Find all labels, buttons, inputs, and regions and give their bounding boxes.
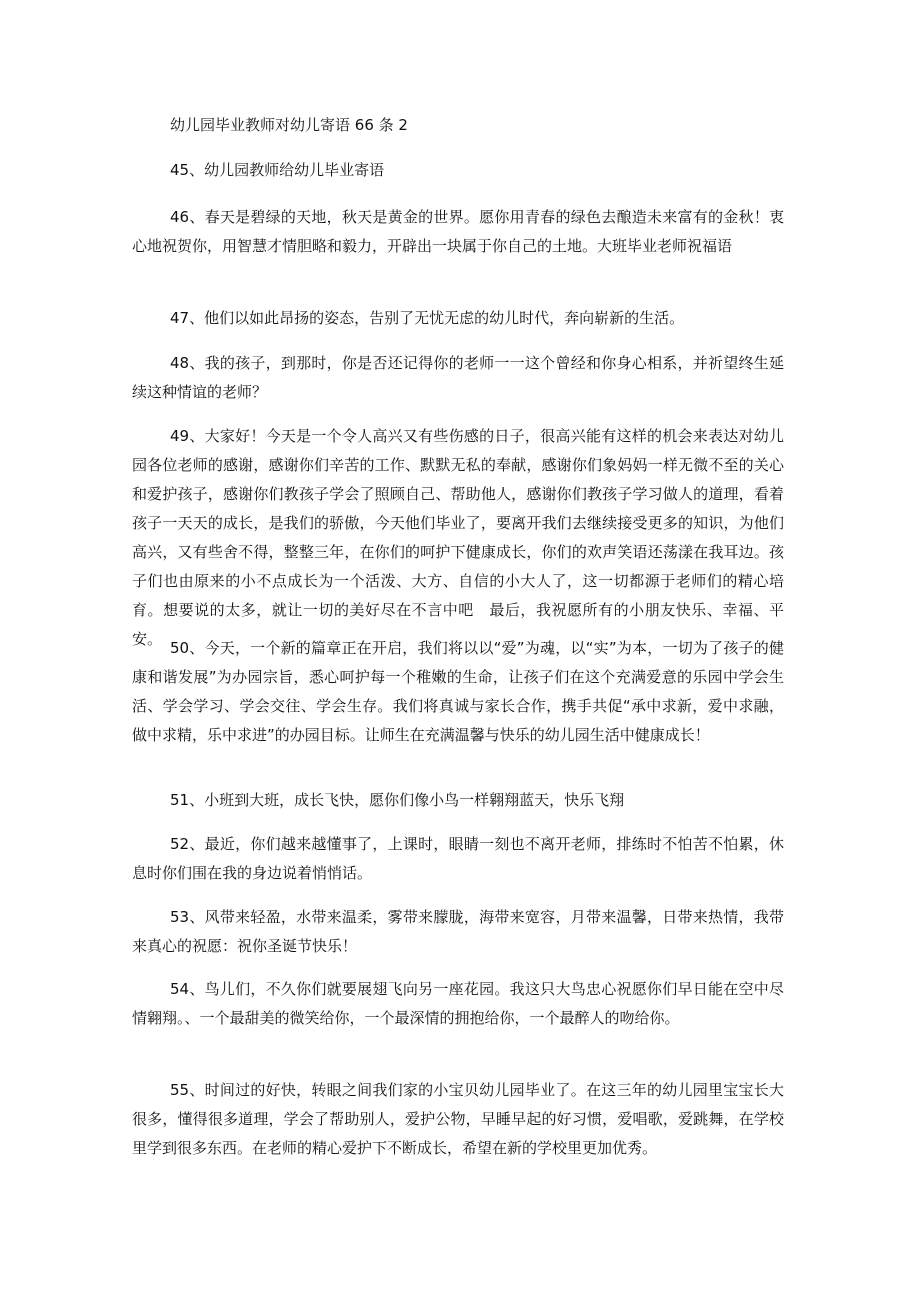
section-heading: 45、幼儿园教师给幼儿毕业寄语 [170,161,385,179]
paragraph-50: 50、今天，一个新的篇章正在开启，我们将以以“爱”为魂，以“实”为本，一切为了孩子的健康和谐发展”为办园宗旨，悉心呵护每一个稚嫩的生命，让孩子们在这个充满爱意的乐园中学会生活、学会学习、学会交往、学会生存。我们将真诚与家长合作，携手共促“承中求新，爱中求融，做中求精，乐中求进”的办园目标。让师生在充满温馨与快乐的幼儿园生活中健康成长！ [132,639,784,744]
paragraph-49: 49、大家好！今天是一个令人高兴又有些伤感的日子，很高兴能有这样的机会来表达对幼儿园各位老师的感谢，感谢你们辛苦的工作、默默无私的奉献，感谢你们象妈妈一样无微不至的关心和爱护孩子，感谢你们教孩子学会了照顾自己、帮助他人，感谢你们教孩子学习做人的道理，看着孩子一天天的成长，是我们的骄傲，今天他们毕业了，要离开我们去继续接受更多的知识，为他们高兴，又有些舍不得，整整三年，在你们的呵护下健康成长，你们的欢声笑语还荡漾在我耳边。孩子们也由原来的小不点成长为一个活泼、大方、自信的小大人了，这一切都源于老师们的精心培育。想要说的太多，就让一切的美好尽在不言中吧 最后，我祝愿所有的小朋友快乐、幸福、平安。 [132,427,784,648]
paragraph-46: 46、春天是碧绿的天地，秋天是黄金的世界。愿你用青春的绿色去酿造未来富有的金秋！衷心地祝贺你，用智慧才情胆略和毅力，开辟出一块属于你自己的土地。大班毕业老师祝福语 [132,208,784,255]
paragraph-52: 52、最近，你们越来越懂事了，上课时，眼睛一刻也不离开老师，排练时不怕苦不怕累，休息时你们围在我的身边说着悄悄话。 [132,835,784,882]
paragraph-48: 48、我的孩子，到那时，你是否还记得你的老师一一这个曾经和你身心相系，并祈望终生延续这种情谊的老师？ [132,354,784,401]
paragraph-54: 54、鸟儿们，不久你们就要展翅飞向另一座花园。我这只大鸟忠心祝愿你们早日能在空中尽情翱翔。、一个最甜美的微笑给你，一个最深情的拥抱给你，一个最醉人的吻给你。 [132,980,784,1027]
document-title: 幼儿园毕业教师对幼儿寄语 66 条 2 [170,116,408,134]
paragraph-53: 53、风带来轻盈，水带来温柔，雾带来朦胧，海带来宽容，月带来温馨，日带来热情，我带来真心的祝愿：祝你圣诞节快乐！ [132,908,784,955]
paragraph-55: 55、时间过的好快，转眼之间我们家的小宝贝幼儿园毕业了。在这三年的幼儿园里宝宝长大很多，懂得很多道理，学会了帮助别人，爱护公物，早睡早起的好习惯，爱唱歌，爱跳舞，在学校里学到很多东西。在老师的精心爱护下不断成长，希望在新的学校里更加优秀。 [132,1081,784,1157]
paragraph-51: 51、小班到大班，成长飞快，愿你们像小鸟一样翱翔蓝天，快乐飞翔 [170,791,625,809]
paragraph-47: 47、他们以如此昂扬的姿态，告别了无忧无虑的幼儿时代，奔向崭新的生活。 [170,309,685,327]
